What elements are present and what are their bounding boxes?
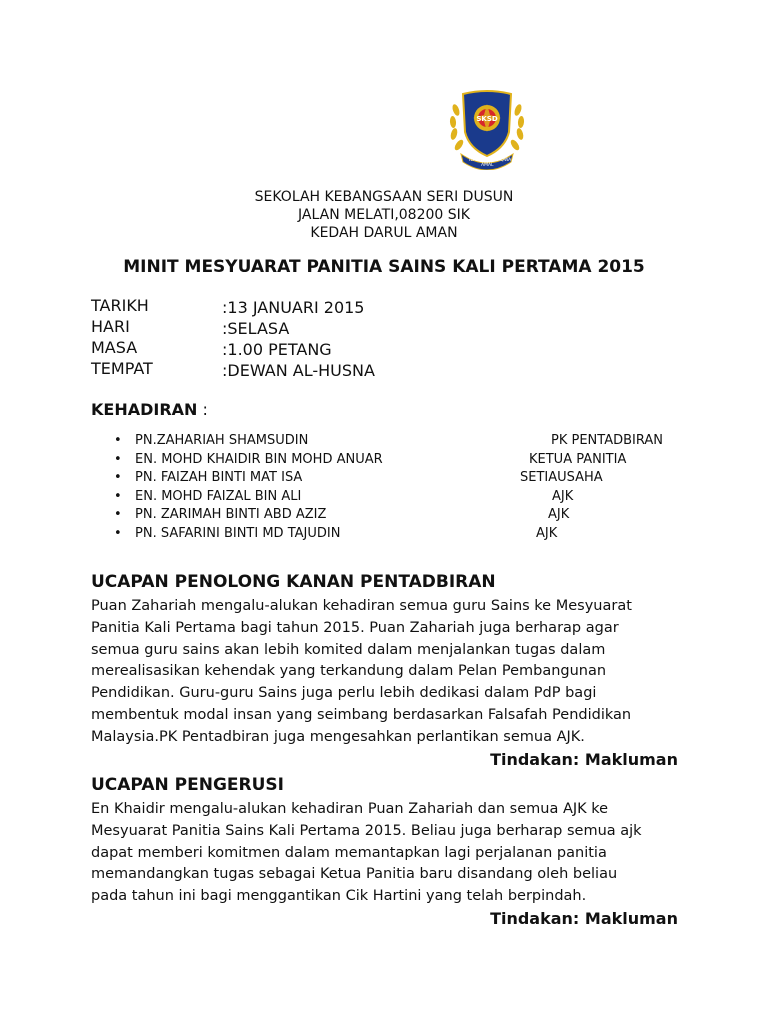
document-title: MINIT MESYUARAT PANITIA SAINS KALI PERTAMA 2015 [123, 257, 645, 277]
bullet-icon: • [114, 470, 122, 485]
attendee-role: PK PENTADBIRAN [551, 433, 663, 448]
bullet-icon: • [114, 452, 122, 467]
svg-text:ILMU: ILMU [469, 158, 481, 163]
attendee-role: AJK [552, 489, 574, 504]
action-note: Tindakan: Makluman [490, 909, 678, 928]
paragraph-line: Malaysia.PK Pentadbiran juga mengesahkan perlantikan semua AJK. [91, 728, 585, 745]
school-logo [449, 88, 525, 170]
paragraph-line: Mesyuarat Panitia Sains Kali Pertama 2015. Beliau juga berharap semua ajk [91, 822, 642, 839]
school-address: JALAN MELATI,08200 SIK [298, 207, 470, 223]
paragraph-line: pada tahun ini bagi menggantikan Cik Hartini yang telah berpindah. [91, 888, 587, 905]
paragraph-line: En Khaidir mengalu-alukan kehadiran Puan Zahariah dan semua AJK ke [91, 801, 609, 817]
svg-text:SKSD: SKSD [476, 115, 498, 123]
bullet-icon: • [114, 507, 122, 522]
paragraph-line: semua guru sains akan lebih komited dalam menjalankan tugas dalam [91, 641, 606, 658]
svg-text:TAQWA: TAQWA [495, 158, 512, 163]
attendee-name: PN. SAFARINI BINTI MD TAJUDIN [135, 526, 341, 541]
attendee-role: KETUA PANITIA [529, 452, 627, 467]
bullet-icon: • [114, 489, 122, 504]
school-crest-icon [449, 88, 525, 170]
school-state: KEDAH DARUL AMAN [310, 225, 458, 241]
meeting-value-day: :SELASA [222, 319, 290, 338]
paragraph-line: dapat memberi komitmen dalam memantapkan lagi perjalanan panitia [91, 844, 607, 861]
attendee-name: PN.ZAHARIAH SHAMSUDIN [135, 433, 309, 448]
attendee-role: AJK [536, 526, 558, 541]
attendance-heading-label: KEHADIRAN [91, 400, 198, 419]
svg-text:AMAL: AMAL [481, 163, 494, 168]
section-heading-pengerusi: UCAPAN PENGERUSI [91, 775, 284, 795]
section-heading-pk-pentadbiran: UCAPAN PENOLONG KANAN PENTADBIRAN [91, 572, 496, 592]
paragraph-line: memandangkan tugas sebagai Ketua Panitia baru disandang oleh beliau [91, 866, 618, 883]
attendee-name: EN. MOHD FAIZAL BIN ALI [135, 489, 302, 504]
section-paragraph [91, 596, 691, 749]
paragraph-line: Panitia Kali Pertama bagi tahun 2015. Puan Zahariah juga berharap agar [91, 619, 619, 636]
paragraph-line: Pendidikan. Guru-guru Sains juga perlu lebih dedikasi dalam PdP bagi [91, 685, 597, 702]
attendee-name: PN. FAIZAH BINTI MAT ISA [135, 470, 303, 485]
school-name: SEKOLAH KEBANGSAAN SERI DUSUN [254, 189, 514, 205]
paragraph-line: Puan Zahariah mengalu-alukan kehadiran semua guru Sains ke Mesyuarat [91, 598, 632, 614]
paragraph-line: merealisasikan kehendak yang terkandung dalam Pelan Pembangunan [91, 663, 607, 680]
attendee-name: EN. MOHD KHAIDIR BIN MOHD ANUAR [135, 452, 383, 467]
meeting-value-time: :1.00 PETANG [222, 340, 332, 359]
meeting-label-day: HARI [91, 317, 130, 336]
meeting-value-place: :DEWAN AL-HUSNA [222, 361, 375, 380]
meeting-value-date: :13 JANUARI 2015 [222, 298, 365, 317]
meeting-label-time: MASA [91, 338, 138, 357]
action-note: Tindakan: Makluman [490, 750, 678, 769]
attendee-role: AJK [548, 507, 570, 522]
attendee-name: PN. ZARIMAH BINTI ABD AZIZ [135, 507, 327, 522]
bullet-icon: • [114, 433, 122, 448]
section-paragraph [91, 799, 691, 908]
attendee-role: SETIAUSAHA [520, 470, 603, 485]
meeting-label-place: TEMPAT [91, 359, 153, 378]
attendance-heading-colon: : [197, 400, 208, 419]
paragraph-line: membentuk modal insan yang seimbang berdasarkan Falsafah Pendidikan [91, 706, 632, 723]
meeting-label-date: TARIKH [91, 296, 149, 315]
attendance-heading [91, 400, 208, 419]
bullet-icon: • [114, 526, 122, 541]
